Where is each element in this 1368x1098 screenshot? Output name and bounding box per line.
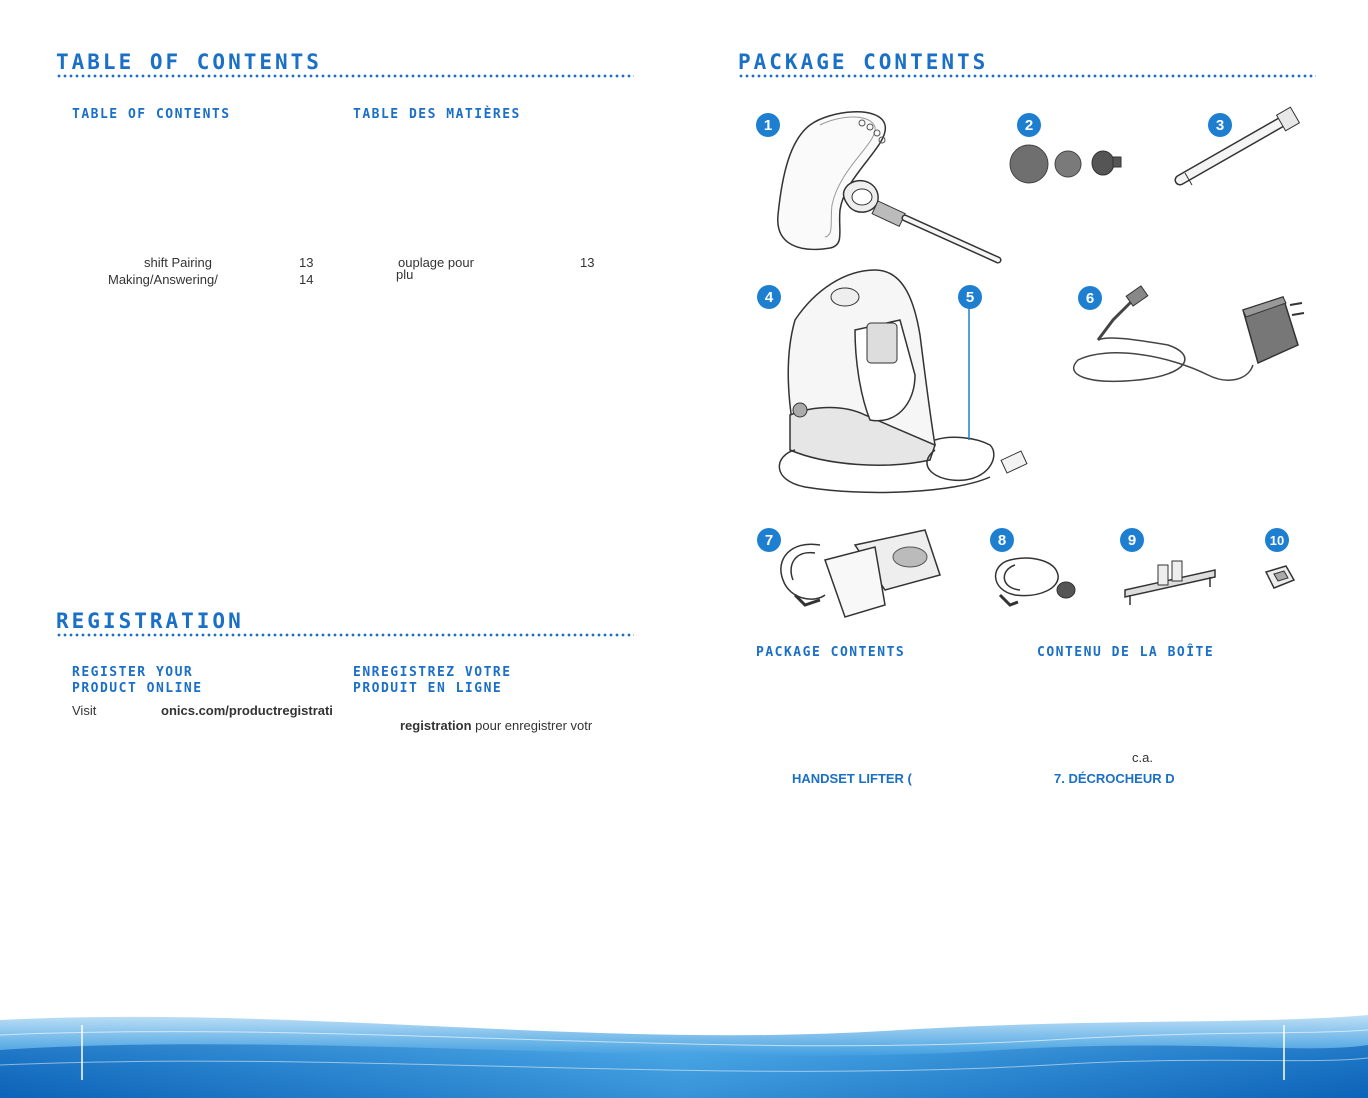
item-badge: 10 — [1265, 528, 1289, 552]
reg-fr-text: registration pour enregistrer votr — [400, 718, 593, 733]
item-badge: 5 — [958, 285, 982, 309]
toc-en-item-page: 13 — [299, 255, 314, 270]
toc-fr-heading: TABLE DES MATIÈRES — [353, 107, 521, 122]
item-badge: 2 — [1017, 113, 1041, 137]
toc-dotted-rule — [56, 74, 634, 78]
power-adapter-illustration — [1068, 285, 1308, 395]
headset-illustration — [770, 105, 1010, 270]
item-badge: 6 — [1078, 286, 1102, 310]
ca-text: c.a. — [1132, 750, 1153, 765]
toc-en-item-label: shift Pairing — [144, 255, 212, 270]
toc-en-heading: TABLE OF CONTENTS — [72, 107, 231, 122]
toc-fr-item-page: 13 — [580, 255, 595, 270]
toc-en-item-page: 14 — [299, 272, 314, 287]
footer-wave-banner — [0, 1010, 1368, 1098]
item-badge: 7 — [757, 528, 781, 552]
item-5-leader-line — [965, 308, 975, 443]
reg-en-url-link[interactable]: onics.com/productregistrati — [161, 703, 333, 718]
small-part-illustration — [1262, 562, 1298, 592]
toc-en-item-label: Making/Answering/ — [108, 272, 218, 287]
toc-fr-item-label: plu — [396, 267, 414, 282]
boom-tube-illustration — [1170, 105, 1305, 195]
base-station-illustration — [775, 265, 1040, 510]
pkg-en-heading: PACKAGE CONTENTS — [756, 645, 906, 660]
handset-lifter-en-label: HANDSET LIFTER ( — [792, 771, 912, 786]
toc-section-title: TABLE OF CONTENTS — [56, 50, 322, 74]
reg-fr-url-link[interactable]: registration — [400, 718, 472, 733]
reg-en-heading: REGISTER YOUR PRODUCT ONLINE — [72, 665, 203, 696]
handset-lifter-fr-label: 7. DÉCROCHEUR D — [1054, 771, 1175, 786]
package-section-title: PACKAGE CONTENTS — [738, 50, 989, 74]
toc-fr-item-label: ouplage pour — [398, 255, 474, 270]
handset-lifter-illustration — [775, 525, 945, 625]
registration-dotted-rule — [56, 633, 634, 637]
item-badge: 1 — [756, 113, 780, 137]
item-badge: 8 — [990, 528, 1014, 552]
package-dotted-rule — [738, 74, 1316, 78]
item-badge: 3 — [1208, 113, 1232, 137]
cable-illustration — [990, 550, 1080, 610]
item-badge: 9 — [1120, 528, 1144, 552]
reg-fr-heading: ENREGISTREZ VOTRE PRODUIT EN LIGNE — [353, 665, 512, 696]
item-badge: 4 — [757, 285, 781, 309]
ear-tips-illustration — [1005, 140, 1125, 185]
pkg-fr-heading: CONTENU DE LA BOÎTE — [1037, 645, 1215, 660]
reg-en-visit: Visit — [72, 703, 97, 718]
registration-section-title: REGISTRATION — [56, 609, 244, 633]
clip-illustration — [1120, 555, 1220, 610]
